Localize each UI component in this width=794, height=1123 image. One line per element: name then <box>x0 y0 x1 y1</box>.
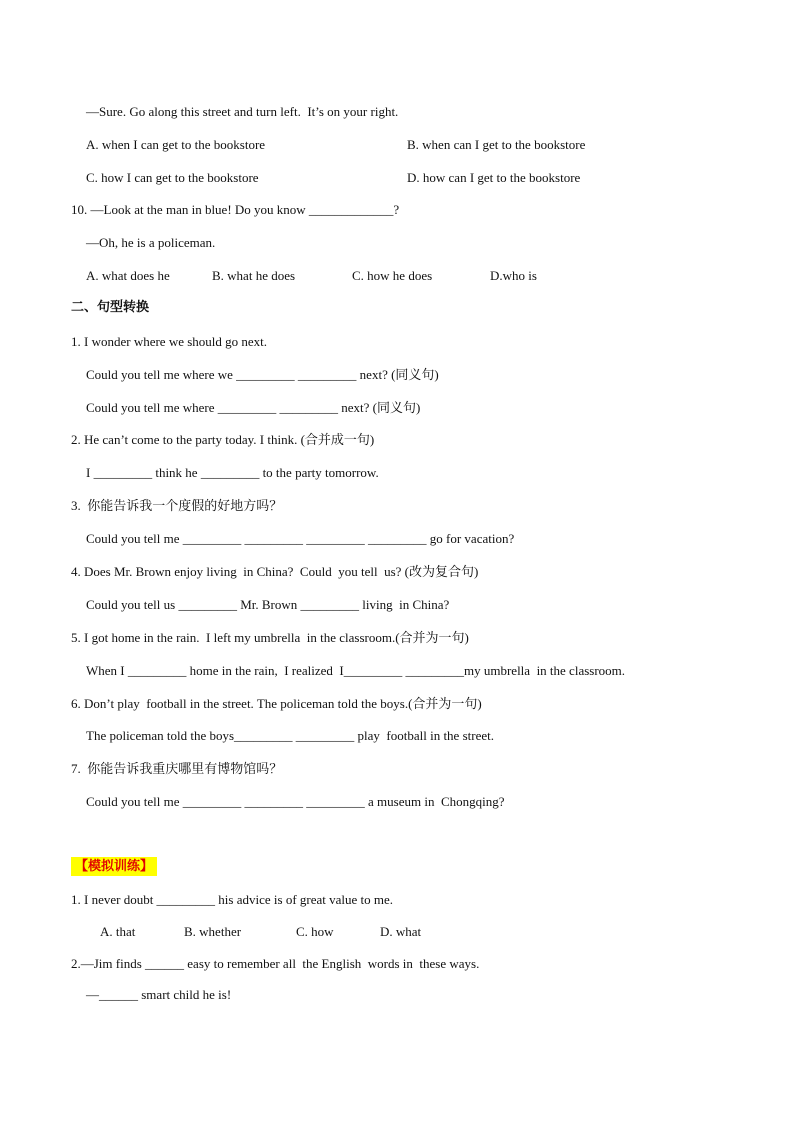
practice-q1-option-b: B. whether <box>184 924 242 939</box>
item-7-question: 7. 你能告诉我重庆哪里有博物馆吗？ <box>71 761 283 776</box>
item-3-question: 3. 你能告诉我一个度假的好地方吗？ <box>71 498 283 513</box>
practice-q2: 2.—Jim finds ______ easy to remember all the English words in these ways. <box>71 956 480 971</box>
section-heading: 二、句型转换 <box>71 300 150 315</box>
item-6-answer-line: The policeman told the boys_________ _________ play football in the street. <box>86 728 494 743</box>
q10-option-a: A. what does he <box>86 268 170 283</box>
item-4-answer-line: Could you tell us _________ Mr. Brown _________ living in China? <box>86 597 450 612</box>
q9-option-d: D. how can I get to the bookstore <box>407 170 581 185</box>
practice-q1-option-c: C. how <box>296 924 334 939</box>
q10-option-c: C. how he does <box>352 268 433 283</box>
item-3-answer-line: Could you tell me _________ _________ _________ _________ go for vacation? <box>86 531 515 546</box>
item-2-question: 2. He can’t come to the party today. I think. (合并成一句) <box>71 432 375 447</box>
q9-option-a: A. when I can get to the bookstore <box>86 137 266 152</box>
q9-response: —Sure. Go along this street and turn left. It’s on your right. <box>86 104 399 119</box>
item-2-answer-line: I _________ think he _________ to the party tomorrow. <box>86 465 379 480</box>
item-5-question: 5. I got home in the rain. I left my umbrella in the classroom.(合并为一句) <box>71 630 469 645</box>
q10-option-d: D.who is <box>490 268 537 283</box>
item-5-answer-line: When I _________ home in the rain, I realized I_________ _________my umbrella in the classroom. <box>86 663 626 678</box>
item-7-answer-line: Could you tell me _________ _________ _________ a museum in Chongqing? <box>86 794 505 809</box>
practice-q1: 1. I never doubt _________ his advice is of great value to me. <box>71 892 394 907</box>
q10-question: 10. —Look at the man in blue! Do you know _____________? <box>71 202 400 217</box>
q9-option-c: C. how I can get to the bookstore <box>86 170 259 185</box>
q10-option-b: B. what he does <box>212 268 296 283</box>
practice-q1-option-a: A. that <box>100 924 136 939</box>
item-1-answer-line: Could you tell me where _________ _________ next? (同义句) <box>86 400 421 415</box>
item-1-question: 1. I wonder where we should go next. <box>71 334 268 349</box>
item-6-question: 6. Don’t play football in the street. The policeman told the boys.(合并为一句) <box>71 696 482 711</box>
practice-q2-response: —______ smart child he is! <box>86 987 232 1002</box>
practice-q1-option-d: D. what <box>380 924 422 939</box>
item-4-question: 4. Does Mr. Brown enjoy living in China? Could you tell us? (改为复合句) <box>71 564 479 579</box>
q10-response: —Oh, he is a policeman. <box>86 235 216 250</box>
item-1-answer-line: Could you tell me where we _________ _________ next? (同义句) <box>86 367 439 382</box>
q9-option-b: B. when can I get to the bookstore <box>407 137 586 152</box>
practice-badge: 【模拟训练】 <box>71 857 157 876</box>
